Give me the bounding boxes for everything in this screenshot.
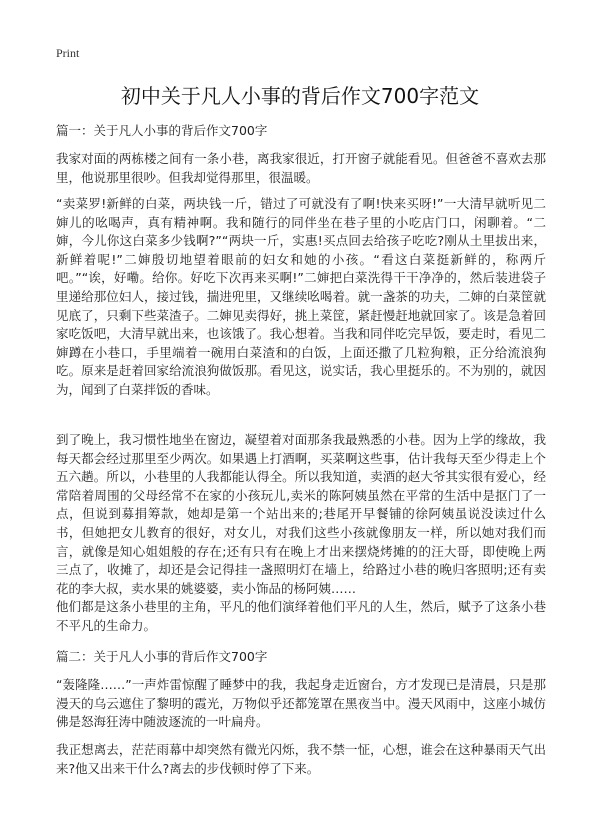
paragraph-1-1: 我家对面的两栋楼之间有一条小巷，离我家很近，打开窗子就能看见。但爸爸不喜欢去那里，他说那里很吵。但我却觉得那里，很温暖。 xyxy=(56,151,546,185)
print-label: Print xyxy=(56,46,80,60)
paragraph-2-2: 我正想离去，茫茫雨幕中却突然有微光闪烁，我不禁一怔，心想，谁会在这种暴雨天气出来?他又出来干什么?离去的步伐顿时停了下来。 xyxy=(56,742,546,776)
paragraph-1-3: 到了晚上，我习惯性地坐在窗边，凝望着对面那条我最熟悉的小巷。因为上学的缘故，我每天都会经过那里至少两次。如果遇上打酒啊，买菜啊这些事，估计我每天至少得走上个五六趟。所以，小巷里的人我都能认得全。所以我知道，卖酒的赵大爷其实很有爱心，经常陪着周围的父母经常不在家的小孩玩儿,卖米的陈阿姨虽然在平常的生活中是抠门了一点，但说到募捐筹款，她却是第一个站出来的;巷尾开早餐铺的徐阿姨虽说没读过什么书，但她把女儿教育的很好，对女儿，对我们这些小孩就像朋友一样，所以她对我们而言，就像是知心姐姐般的存在;还有只有在晚上才出来摆烧烤摊的的汪大哥，即使晚上两三点了，收摊了，却还是会记得挂一盏照明灯在墙上，给路过小巷的晚归客照明;还有卖花的李大叔，卖水果的姚婆婆，卖小饰品的杨阿姨…… xyxy=(56,432,546,596)
paragraph-2-1: “轰隆隆……”一声炸雷惊醒了睡梦中的我，我起身走近窗台，方才发现已是清晨，只是那漫天的乌云遮住了黎明的霞光，万物似乎还都笼罩在黑夜当中。漫天风雨中，这座小城仿佛是怒海狂涛中随波逐流的一叶扁舟。 xyxy=(56,677,546,730)
paragraph-1-2: “卖菜罗!新鲜的白菜，两块钱一斤，错过了可就没有了啊!快来买呀!”一大清早就听见二婶儿的吆喝声，真有精神啊。我和随行的同伴坐在巷子里的小吃店门口，闲聊着。“二婶，今儿你这白菜多少钱啊?”“两块一斤，实惠!买点回去给孩子吃吃?刚从土里拔出来，新鲜着呢!”二婶殷切地望着眼前的妇女和她的小孩。“看这白菜挺新鲜的，称两斤吧。”“诶，好嘞。给你。好吃下次再来买啊!”二婶把白菜洗得干干净净的，然后装进袋子里递给那位妇人，接过钱，揣进兜里，又继续吆喝着。就一盏茶的功夫，二婶的白菜筐就见底了，只剩下些菜渣子。二婶见卖得好，挑上菜筐，紧赶慢赶地就回家了。该是急着回家吃饭吧，大清早就出来，也该饿了。我心想着。当我和同伴吃完早饭，要走时，看见二婶蹲在小巷口，手里端着一碗用白菜渣和的白饭，上面还撒了几粒狗粮，正分给流浪狗吃。原来是赶着回家给流浪狗做饭那。看见这，说实话，我心里挺乐的。不为别的，就因为，闻到了白菜拌饭的香味。 xyxy=(56,196,546,397)
document-title: 初中关于凡人小事的背后作文700字范文 xyxy=(120,84,480,108)
section-heading-1: 篇一：关于凡人小事的背后作文700字 xyxy=(56,123,268,138)
paragraph-1-4: 他们都是这条小巷里的主角，平凡的他们演绎着他们平凡的人生，然后，赋予了这条小巷不平凡的生命力。 xyxy=(56,599,546,633)
section-heading-2: 篇二：关于凡人小事的背后作文700字 xyxy=(56,649,268,664)
